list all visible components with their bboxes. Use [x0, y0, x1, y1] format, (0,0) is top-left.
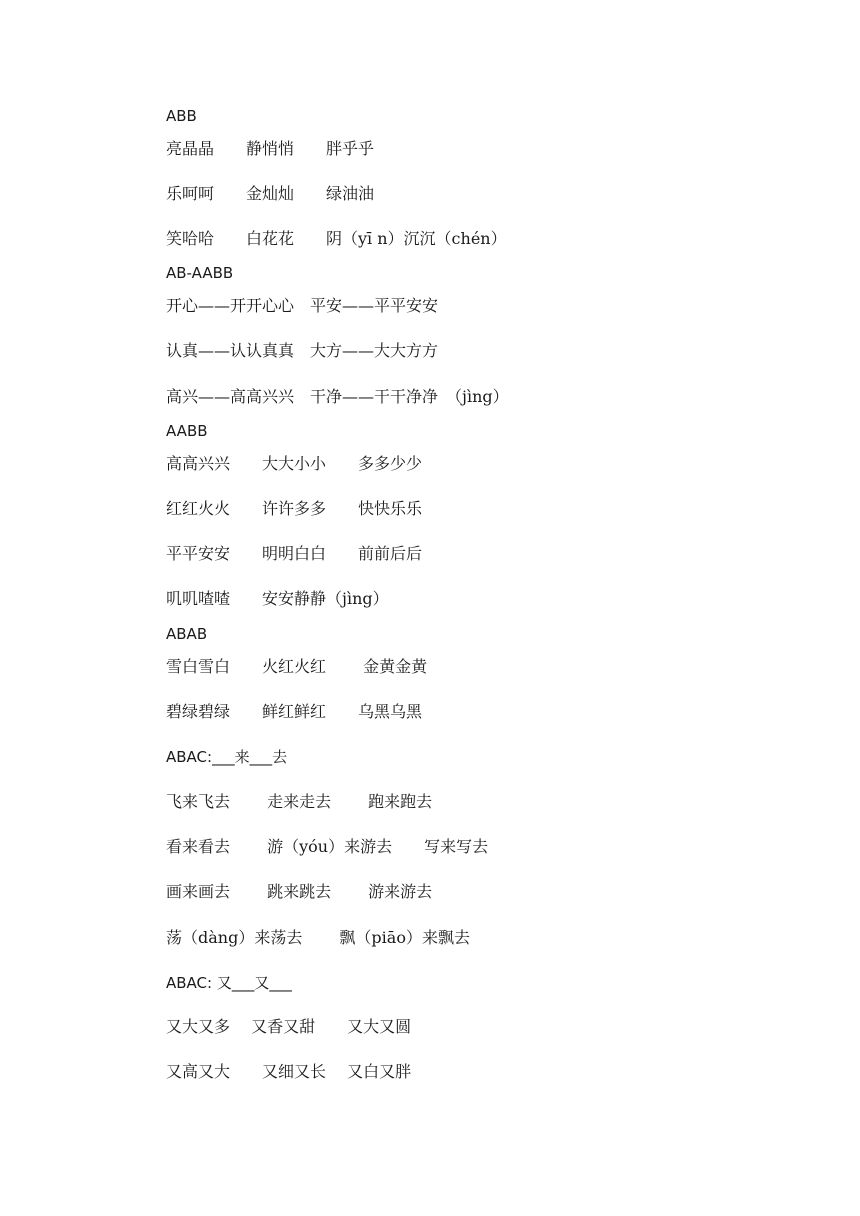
word-row: 笑哈哈 白花花 阴（yī n）沉沉（chén） [166, 229, 507, 248]
word-row: 红红火火 许许多多 快快乐乐 [166, 499, 423, 518]
word-row: 碧绿碧绿 鲜红鲜红 乌黑乌黑 [166, 702, 423, 721]
word-row: 乐呵呵 金灿灿 绿油油 [166, 184, 375, 203]
word-row: 看来看去 游（yóu）来游去 写来写去 [166, 837, 489, 856]
word-row: 开心——开开心心 平安——平平安安 [166, 296, 439, 315]
section-heading-ab-aabb: AB-AABB [166, 264, 234, 282]
word-row: 高兴——高高兴兴 干净——干干净净 （jìng） [166, 387, 509, 406]
word-row: 画来画去 跳来跳去 游来游去 [166, 882, 433, 901]
word-row: 平平安安 明明白白 前前后后 [166, 544, 423, 563]
word-row: 亮晶晶 静悄悄 胖乎乎 [166, 139, 375, 158]
section-heading-aabb: AABB [166, 422, 208, 440]
word-row: 荡（dàng）来荡去 飘（piāo）来飘去 [166, 928, 470, 947]
section-heading-abb: ABB [166, 107, 197, 125]
word-row: 飞来飞去 走来走去 跑来跑去 [166, 792, 433, 811]
section-heading-abac-lai-qu: ABAC:___来___去 [166, 748, 288, 766]
section-heading-abab: ABAB [166, 625, 208, 643]
word-row: 叽叽喳喳 安安静静（jìng） [166, 589, 389, 608]
word-row: 高高兴兴 大大小小 多多少少 [166, 454, 423, 473]
word-row: 又高又大 又细又长 又白又胖 [166, 1062, 412, 1081]
word-row: 雪白雪白 火红火红 金黄金黄 [166, 657, 428, 676]
word-row: 又大又多 又香又甜 又大又圆 [166, 1017, 412, 1036]
section-heading-abac-you-you: ABAC: 又___又___ [166, 974, 292, 992]
word-row: 认真——认认真真 大方——大大方方 [166, 341, 439, 360]
